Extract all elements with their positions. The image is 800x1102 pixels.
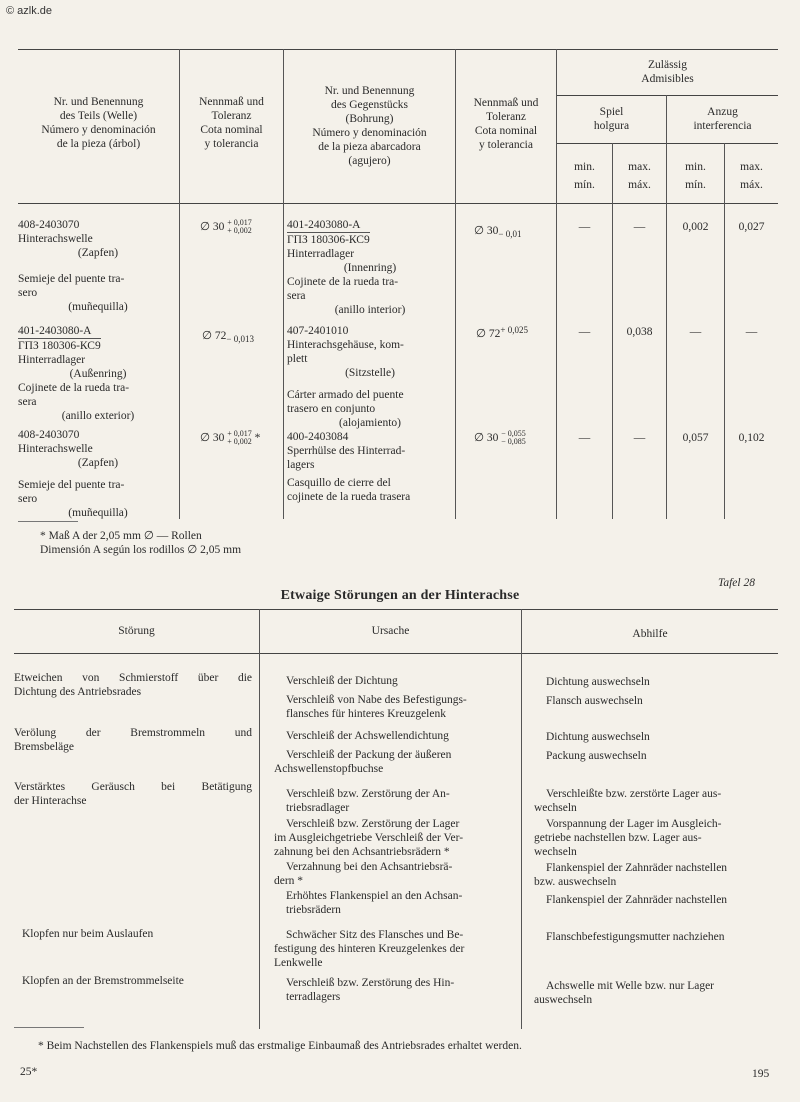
page-number: 195 [752, 1068, 770, 1080]
mate-name: Hinterradlager [287, 248, 355, 260]
signature-mark: 25* [20, 1066, 38, 1078]
anzug-min-header [667, 158, 724, 194]
header-line: Cota nominal [474, 125, 538, 137]
mate-cell [287, 324, 453, 430]
header-line: Número y denominación [312, 127, 427, 139]
watermark: © azlk.de [6, 5, 53, 17]
disorder-item: Klopfen an der Bremstrommelseite [22, 975, 184, 987]
cause-line: Verschleiß der Achswellendichtung [286, 730, 449, 742]
footnote-rule [18, 521, 78, 522]
part-name: (Zapfen) [77, 457, 119, 469]
remedy-line: Achswelle mit Welle bzw. nur Lager [546, 980, 715, 992]
header-line: mín. [574, 179, 595, 191]
cause-line: triebsrädern [286, 904, 341, 916]
part-name-es: (anillo exterior) [61, 410, 135, 422]
part-number: 401-2403080-A [18, 325, 92, 337]
cause-line: Verschleiß bzw. Zerstörung der Lager [286, 818, 460, 830]
header-line: máx. [740, 179, 763, 191]
spiel-min-header [557, 158, 612, 194]
footnote-rule [14, 1027, 84, 1028]
part-cell [18, 218, 178, 314]
header-line: Admisibles [641, 73, 694, 85]
allowed-rule [556, 95, 778, 96]
table2-head-rule [14, 653, 778, 654]
col4-header [456, 96, 556, 152]
mate-number: 401-2403080-A [287, 219, 361, 231]
t2-vrule [521, 609, 522, 1029]
tolerance-upper: + 0,017 [227, 429, 252, 439]
header-line: des Gegenstücks [331, 99, 408, 111]
nominal-value: ∅ 30 [200, 432, 225, 444]
allowed-header [557, 58, 778, 86]
remedy-line: Vorspannung der Lager im Ausgleich- [546, 818, 722, 830]
cause-line: Schwächer Sitz des Flansches und Be- [286, 929, 464, 941]
part-name-es: sera [18, 396, 37, 408]
col2-header [180, 95, 283, 151]
tolerance-lower: + 0,002 [227, 226, 252, 236]
disorder-item: Klopfen nur beim Auslaufen [22, 928, 154, 940]
mate-name: (Sitzstelle) [345, 367, 395, 379]
header-stoerung: Störung [118, 625, 155, 637]
col3-header [284, 84, 455, 168]
cause-line: Verzahnung bei den Achsantriebsrä- [286, 861, 453, 873]
cause-line: Verschleiß der Dichtung [286, 675, 398, 687]
remedy-line: wechseln [534, 802, 577, 814]
spiel-header [557, 105, 666, 133]
spiel-max-value: — [633, 432, 646, 444]
disorder-line: Verölung der Bremstrommeln und [14, 727, 252, 739]
remedy-line: Flansch auswechseln [546, 695, 643, 707]
table1-head-rule [18, 203, 778, 204]
table1-footnote [40, 529, 241, 557]
footnote-line: Dimensión A según los rodillos ∅ 2,05 mm [40, 544, 242, 556]
nominal-value: ∅ 72 [202, 330, 227, 342]
tolerance-lower: + 0,002 [227, 437, 252, 447]
mate-name-es: cojinete de la rueda trasera [287, 491, 411, 503]
footnote-marker: * [254, 432, 261, 444]
t2-vrule [259, 609, 260, 1029]
mate-code: ГПЗ 180306-КС9 [287, 234, 370, 246]
part-name-es: sero [18, 287, 38, 299]
header-line: Cota nominal [200, 124, 263, 136]
disorder-item [14, 671, 252, 685]
part-name: Hinterachswelle [18, 443, 93, 455]
tolerance: − 0,013 [226, 334, 254, 344]
header-line: Toleranz [211, 110, 252, 122]
nominal-size [200, 219, 252, 235]
mate-name: Sperrhülse des Hinterrad- [287, 445, 406, 457]
anzug-header [667, 105, 778, 133]
tolerance-upper: − 0,055 [501, 429, 526, 439]
part-name-es: Cojinete de la rueda tra- [18, 382, 130, 394]
tolerance-lower: − 0,085 [501, 437, 526, 447]
anzug-min-value: 0,002 [682, 221, 709, 233]
header-line: Spiel [599, 106, 624, 118]
part-name: Hinterachswelle [18, 233, 93, 245]
anzug-min-value: — [689, 326, 702, 338]
part-number: 408-2403070 [18, 219, 80, 231]
cause-line: Verschleiß von Nabe des Befestigungs- [286, 694, 467, 706]
mate-nominal-size [474, 430, 526, 446]
anzug-max-value: — [745, 326, 758, 338]
header-line: min. [685, 161, 706, 173]
nominal-size [200, 430, 260, 446]
footnote-line: * Maß A der 2,05 mm ∅ — Rollen [40, 530, 202, 542]
header-line: Nr. und Benennung [53, 96, 144, 108]
disorder-item [14, 780, 252, 794]
part-name-es: (muñequilla) [68, 301, 128, 313]
cause-line: triebsradlager [286, 802, 350, 814]
header-line: mín. [685, 179, 706, 191]
header-line: Nennmaß und [473, 97, 539, 109]
remedy-line: Flankenspiel der Zahnräder nachstellen [546, 862, 728, 874]
header-line: interferencia [693, 120, 752, 132]
mate-name-es: Cárter armado del puente [287, 389, 404, 401]
mate-name-es: (anillo interior) [334, 304, 406, 316]
mate-name-es: (alojamiento) [339, 417, 401, 429]
header-line: min. [574, 161, 595, 173]
spiel-min-value: — [578, 432, 591, 444]
nominal-size [202, 328, 254, 344]
anzug-max-value: 0,102 [738, 432, 765, 444]
part-name: (Außenring) [69, 368, 127, 380]
disorder-line: der Hinterachse [14, 795, 87, 807]
header-line: max. [740, 161, 763, 173]
part-name-es: Semieje del puente tra- [18, 273, 125, 285]
mate-name: (Innenring) [343, 262, 397, 274]
part-code: ГПЗ 180306-КС9 [18, 340, 101, 352]
cause-line: Achswellenstopfbuchse [274, 763, 384, 775]
mate-name: lagers [287, 459, 315, 471]
cause-line: terradlagers [286, 991, 341, 1003]
nominal-value: ∅ 30 [474, 225, 499, 237]
remedy-line: Flankenspiel der Zahnräder nachstellen [546, 894, 728, 906]
spiel-min-value: — [578, 326, 591, 338]
cause-line: festigung des hinteren Kreuzgelenkes der [274, 943, 465, 955]
part-cell [18, 324, 178, 423]
header-line: de la pieza abarcadora [318, 141, 421, 153]
mate-nominal-size [476, 325, 528, 340]
cause-line: Erhöhtes Flankenspiel an den Achsan- [286, 890, 463, 902]
part-name: Hinterradlager [18, 354, 86, 366]
header-line: máx. [628, 179, 651, 191]
header-line: y tolerancia [204, 138, 259, 150]
table-label: Tafel 28 [718, 577, 755, 589]
header-line: Zulässig [648, 59, 687, 71]
header-line: holgura [593, 120, 630, 132]
header-line: Anzug [707, 106, 738, 118]
section-title: Etwaige Störungen an der Hinterachse [280, 588, 520, 603]
mate-name: plett [287, 353, 308, 365]
header-line: de la pieza (árbol) [56, 138, 141, 150]
table1-top-rule [18, 49, 778, 50]
cause-line: Verschleiß bzw. Zerstörung des Hin- [286, 977, 455, 989]
remedy-line: getriebe nachstellen bzw. Lager aus- [534, 832, 702, 844]
spiel-max-header [613, 158, 666, 194]
mate-number: 400-2403084 [287, 431, 349, 443]
cause-line: Lenkwelle [274, 957, 323, 969]
nominal-value: ∅ 30 [474, 432, 499, 444]
header-line: Número y denominación [41, 124, 156, 136]
disorder-item [14, 726, 252, 740]
remedy-line: Dichtung auswechseln [546, 676, 650, 688]
remedy-line: auswechseln [534, 994, 593, 1006]
mate-nominal-size [474, 223, 521, 239]
header-line: des Teils (Welle) [59, 110, 138, 122]
disorder-line: Etweichen von Schmierstoff über die [14, 672, 252, 684]
part-cell [18, 428, 178, 520]
cause-line: flansches für hinteres Kreuzgelenk [286, 708, 446, 720]
bottom-footnote: * Beim Nachstellen des Flankenspiels muß das erstmalige Einbaumaß des Antriebsrades erhaltet werden. [38, 1040, 522, 1052]
cause-line: zahnung bei den Achsantriebsrädern * [274, 846, 450, 858]
cause-line: dern * [274, 875, 304, 887]
part-name: (Zapfen) [77, 247, 119, 259]
nominal-value: ∅ 30 [200, 221, 225, 233]
mate-name-es: Casquillo de cierre del [287, 477, 391, 489]
remedy-line: bzw. auswechseln [534, 876, 617, 888]
nominal-value: ∅ 72 [476, 328, 501, 340]
tolerance: + 0,025 [500, 325, 528, 335]
mate-cell [287, 430, 453, 504]
spiel-min-value: — [578, 221, 591, 233]
header-abhilfe: Abhilfe [632, 628, 668, 640]
mate-name: Hinterachsgehäuse, kom- [287, 339, 404, 351]
anzug-min-value: 0,057 [682, 432, 709, 444]
tolerance: − 0,01 [498, 229, 522, 239]
col1-header [18, 95, 179, 151]
header-line: Nr. und Benennung [324, 85, 415, 97]
mate-cell [287, 218, 453, 317]
header-line: max. [628, 161, 651, 173]
part-name-es: Semieje del puente tra- [18, 479, 125, 491]
cause-line: im Ausgleichgetriebe Verschleiß der Ver- [274, 832, 464, 844]
header-line: y tolerancia [479, 139, 533, 151]
part-number: 408-2403070 [18, 429, 80, 441]
spiel-max-value: 0,038 [626, 326, 653, 338]
cause-line: Verschleiß bzw. Zerstörung der An- [286, 788, 450, 800]
mate-name-es: trasero en conjunto [287, 403, 376, 415]
header-line: (Bohrung) [345, 113, 394, 125]
table2-top-rule [14, 609, 778, 610]
disorder-line: Bremsbeläge [14, 741, 75, 753]
spiel-max-value: — [633, 221, 646, 233]
cause-line: Verschleiß der Packung der äußeren [286, 749, 452, 761]
header-line: Nennmaß und [199, 96, 264, 108]
header-line: Toleranz [485, 111, 527, 123]
remedy-line: Verschleißte bzw. zerstörte Lager aus- [546, 788, 722, 800]
tolerance-upper: + 0,017 [227, 218, 252, 228]
spiel-rule [556, 143, 778, 144]
disorder-line: Verstärktes Geräusch bei Betätigung [14, 781, 252, 793]
part-name-es: sero [18, 493, 38, 505]
mate-number: 407-2401010 [287, 325, 349, 337]
disorder-line: Dichtung des Antriebsrades [14, 686, 142, 698]
remedy-line: Packung auswechseln [546, 750, 647, 762]
header-line: (agujero) [348, 155, 391, 167]
part-name-es: (muñequilla) [68, 507, 128, 519]
remedy-line: wechseln [534, 846, 577, 858]
mate-name-es: Cojinete de la rueda tra- [287, 276, 399, 288]
anzug-max-header [725, 158, 778, 194]
remedy-line: Flanschbefestigungsmutter nachziehen [546, 931, 725, 943]
anzug-max-value: 0,027 [738, 221, 765, 233]
remedy-line: Dichtung auswechseln [546, 731, 650, 743]
mate-name-es: sera [287, 290, 306, 302]
header-ursache: Ursache [371, 625, 410, 637]
